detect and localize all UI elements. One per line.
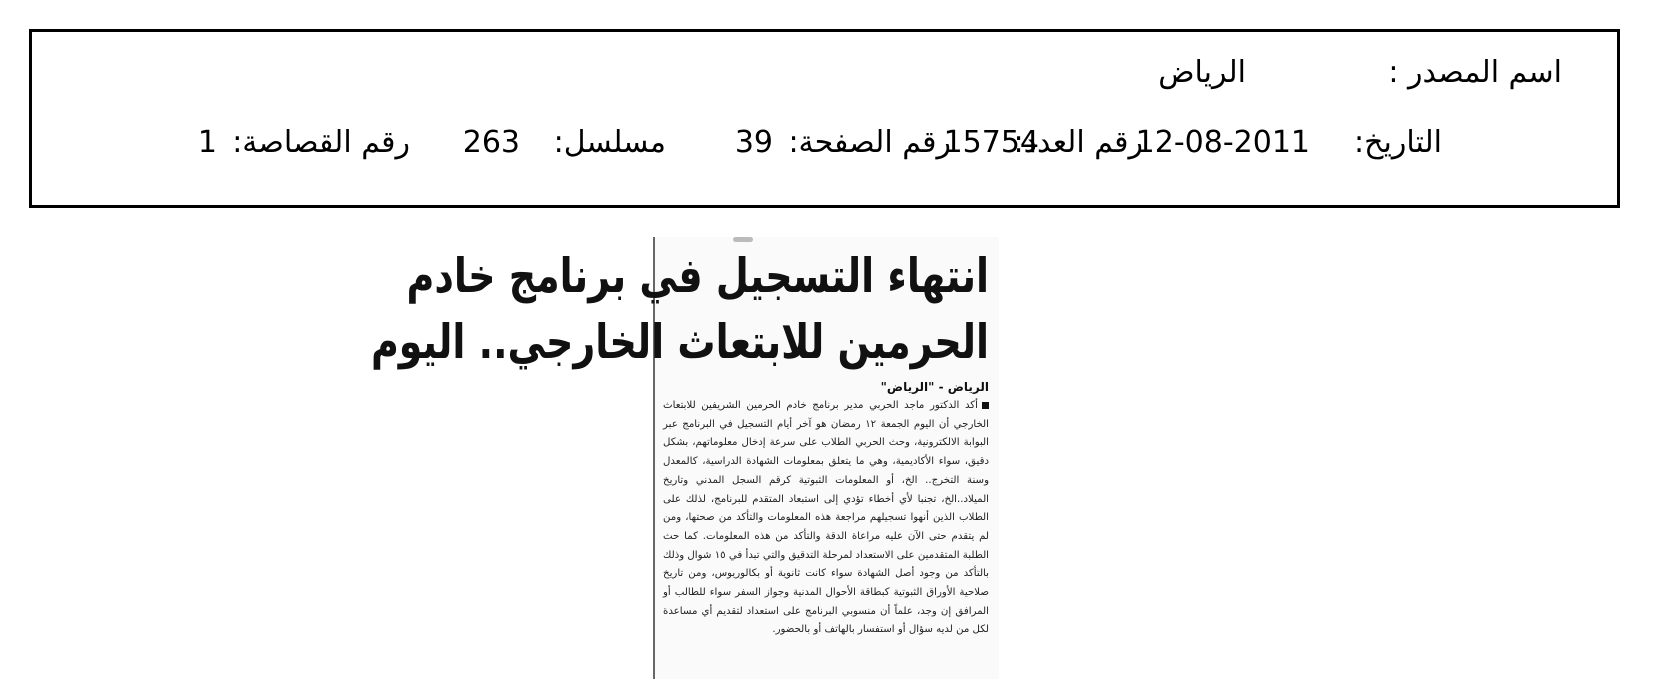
clipping-body-text: أكد الدكتور ماجد الحربي مدير برنامج خادم الحرمين الشريفين للابتعاث الخارجي أن اليوم الجمعة ١٢ رمضان هو آخر أيام التسجيل في البرنامج عبر البوابة الالكترونية، وحث الحربي الطلاب على سرعة إدخال معلوماتهم، بشكل دقيق، سواء الأكاديمية، وهي ما يتعلق بمعلومات الشهادة الدراسية، كالمعدل وسنة التخرج.. الخ، أو المعلومات الثبوتية كرقم السجل المدني وتاريخ الميلاد..الخ، تجنبا لأي أخطاء تؤدي إلى استبعاد المتقدم للبرنامج، لذلك على الطلاب الذين أنهوا تسجيلهم مراجعة هذه المعلومات والتأكد من صحتها، ومن لم يتقدم حتى الآن عليه مراعاة الدقة والتأكد من هذه المعلومات. كما حث الطلبة المتقدمين على الاستعداد لمرحلة التدقيق والتي تبدأ في ١٥ شوال وذلك بالتأكد من وجود أصل الشهادة سواء كانت ثانوية أو بكالوريوس، ومن تاريخ صلاحية الأوراق الثبوتية كبطاقة الأحوال المدنية وجواز السفر سواء للطالب أو المرافق إن وجد، علماً أن منسوبي البرنامج على استعداد لتقديم أي مساعدة لكل من لديه سؤال أو استفسار بالهاتف أو بالحضور. xyxy=(663,400,990,636)
document-header-box xyxy=(29,29,1620,208)
clip-value: 1 xyxy=(197,125,217,160)
page-value: 39 xyxy=(734,125,773,160)
clipping-dateline: الرياض - "الرياض" xyxy=(880,380,989,394)
issue-value: 15754 xyxy=(943,125,1039,160)
source-label: اسم المصدر : xyxy=(1388,55,1562,90)
date-label: التاريخ: xyxy=(1354,125,1442,160)
source-value: الرياض xyxy=(1158,55,1246,90)
clip-label: رقم القصاصة: xyxy=(232,125,410,160)
issue-label: رقم العدد: xyxy=(1013,125,1143,160)
bullet-square-icon xyxy=(982,402,989,409)
serial-label: مسلسل: xyxy=(553,125,666,160)
clipping-headline-line1: انتهاء التسجيل في برنامج خادم xyxy=(406,248,989,304)
newspaper-clipping xyxy=(370,237,999,679)
clipping-body xyxy=(663,397,989,640)
page-label: رقم الصفحة: xyxy=(788,125,951,160)
date-value: 12-08-2011 xyxy=(1135,125,1310,160)
clipping-headline-line2: الحرمين للابتعاث الخارجي.. اليوم xyxy=(370,314,989,370)
serial-value: 263 xyxy=(462,125,520,160)
